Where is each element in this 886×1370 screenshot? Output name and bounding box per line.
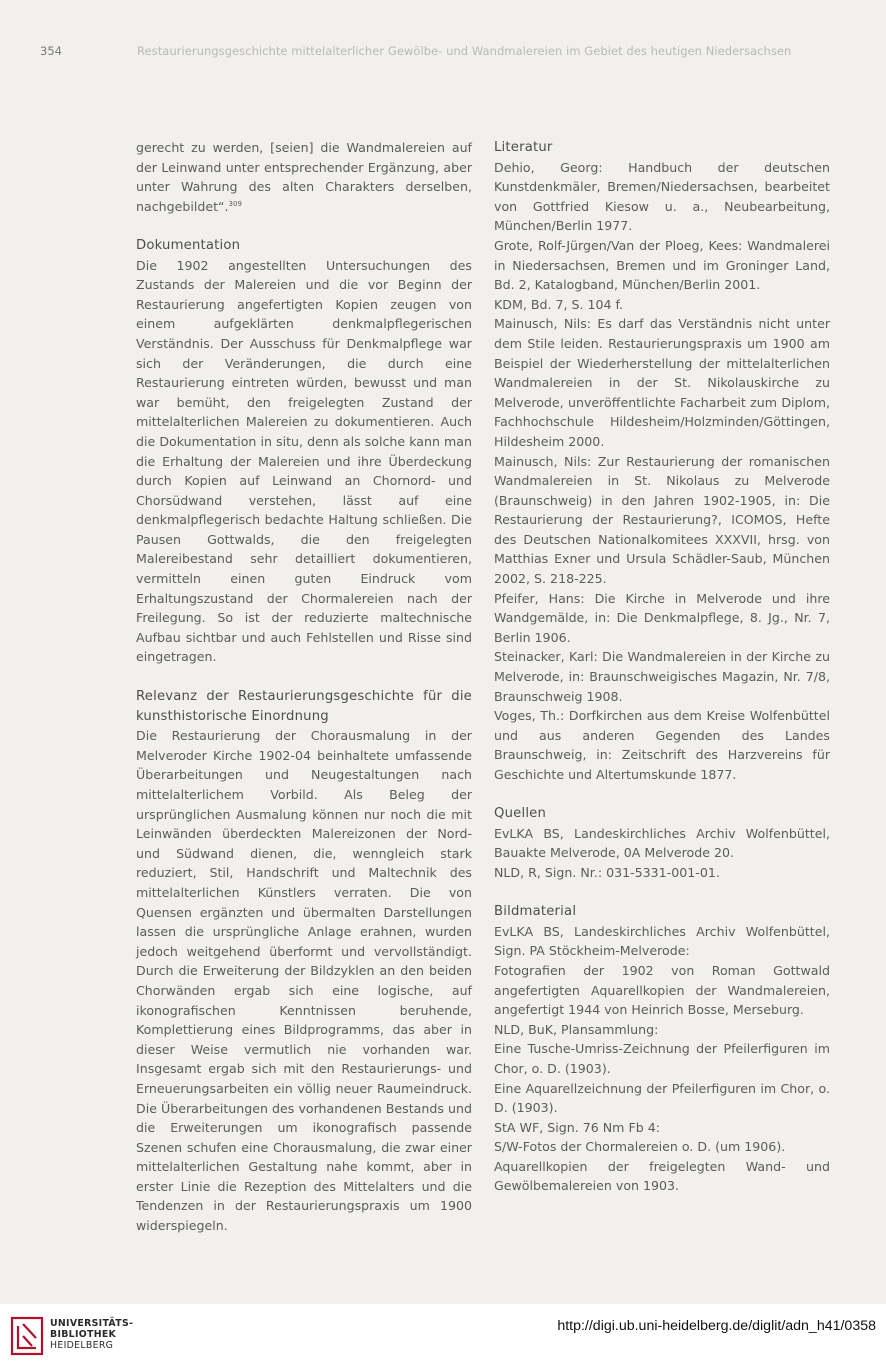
literature-entry: Dehio, Georg: Handbuch der deutschen Kunstdenkmäler, Bremen/Niedersachsen, bearbeitet von Gottfried Kiesow u. a., Neubearbeitung, München/Berlin 1977.	[494, 159, 830, 234]
running-title: Restaurierungsgeschichte mittelalterlicher Gewölbe- und Wandmalereien im Gebiet des heutigen Niedersachsen	[137, 44, 792, 58]
page-number: 354	[40, 44, 62, 58]
source-entry: NLD, R, Sign. Nr.: 031-5331-001-01.	[494, 864, 720, 880]
university-library-logo-icon	[10, 1316, 44, 1356]
literature-entry: Steinacker, Karl: Die Wandmalereien in der Kirche zu Melverode, in: Braunschweigisches Magazin, Nr. 7/8, Braunschweig 1908.	[494, 649, 830, 704]
library-name-line: BIBLIOTHEK	[50, 1328, 117, 1340]
sources-list	[494, 824, 830, 883]
source-entry: EvLKA BS, Landeskirchliches Archiv Wolfenbüttel, Bauakte Melverode, 0A Melverode 20.	[494, 825, 830, 861]
image-entry: Fotografien der 1902 von Roman Gottwald angefertigten Aquarellkopien der Wandmalereien, angefertigt 1944 von Heinrich Bosse, Merseburg.	[494, 962, 830, 1018]
literature-heading: Literatur	[494, 140, 553, 155]
library-name	[50, 1319, 133, 1351]
images-heading: Bildmaterial	[494, 904, 577, 920]
literature-entry: Voges, Th.: Dorfkirchen aus dem Kreise Wolfenbüttel und aus anderen Gegenden des Landes Braunschweig, in: Zeitschrift des Harzvereins für Geschichte und Altertumskunde 1877.	[494, 708, 830, 782]
documentation-paragraph: Die 1902 angestellten Untersuchungen des Zustands der Malereien und die vor Beginn der Restaurierung angefertigten Kopien zeugen von einem aufgeklärten denkmalpflegerischen Verständnis. Der Ausschuss für Denkmalpflege war sich der Veränderungen, die durch eine Restaurierung eintreten würden, bewusst und man war bemüht, den freigelegten Zustand der mittelalterlichen Malereien zu dokumentieren. Auch die Dokumentation in situ, denn als solche kann man die Erhaltung der Malereien und ihre Überdeckung durch Kopien auf Leinwand an Chornord- und Chorsüdwand verstehen, lässt auf eine denkmalpflegerisch bedachte Haltung schließen. Die Pausen Gottwalds, die den freigelegten Malereibestand sehr detailliert dokumentieren, vermitteln einen guten Eindruck vom Erhaltungszustand der Chormalereien nach der Freilegung. So ist der reduzierte maltechnische Aufbau sichtbar und auch Fehlstellen und Risse sind eingetragen.	[136, 257, 472, 665]
image-entry: EvLKA BS, Landeskirchliches Archiv Wolfenbüttel, Sign. PA Stöckheim-Melverode:	[494, 923, 830, 959]
image-entry: S/W-Fotos der Chormalereien o. D. (um 1906).	[494, 1139, 786, 1155]
image-entry: StA WF, Sign. 76 Nm Fb 4:	[494, 1119, 660, 1135]
sources-heading: Quellen	[494, 806, 547, 822]
image-entry: Eine Tusche-Umriss-Zeichnung der Pfeilerfiguren im Chor, o. D. (1903).	[494, 1041, 830, 1076]
footer-bar	[0, 1304, 886, 1370]
literature-entry: Mainusch, Nils: Es darf das Verständnis nicht unter dem Stile leiden. Restaurierungspraxis um 1900 am Beispiel der Wiederherstellung der mittelalterlichen Wandmalereien in der St. Nikolauskirche zu Melverode, unveröffentlichte Facharbeit zum Diplom, Fachhochschule Hildesheim/Holzminden/Göttingen, Hildesheim 2000.	[494, 316, 830, 449]
relevance-heading: Relevanz der Restaurierungsgeschichte für die kunsthistorische Einordnung	[136, 689, 472, 724]
permalink-url[interactable]: http://digi.ub.uni-heidelberg.de/diglit/adn_h41/0358	[557, 1318, 876, 1334]
literature-entry: Grote, Rolf-Jürgen/Van der Ploeg, Kees: Wandmalerei in Niedersachsen, Bremen und im Groninger Land, Bd. 2, Katalogband, München/Berlin 2001.	[494, 237, 830, 293]
intro-text: gerecht zu werden, [seien] die Wandmalereien auf der Leinwand unter entsprechender Ergänzung, aber unter Wahrung des alten Charakters derselben, nachgebildet“.	[136, 140, 472, 214]
images-list	[494, 922, 830, 1196]
left-column	[136, 138, 472, 1236]
image-entry: NLD, BuK, Plansammlung:	[494, 1021, 659, 1037]
documentation-heading: Dokumentation	[136, 237, 241, 253]
literature-entry: Mainusch, Nils: Zur Restaurierung der romanischen Wandmalereien in St. Nikolaus zu Melverode (Braunschweig) in den Jahren 1902-1905, in: Die Restaurierung der Restaurierung?, ICOMOS, Hefte des Deutschen Nationalkomitees XXXVII, hrsg. von Matthias Exner und Ursula Schädler-Saub, München 2002, S. 218-225.	[494, 453, 830, 587]
literature-entry: KDM, Bd. 7, S. 104 f.	[494, 296, 624, 312]
library-name-line: HEIDELBERG	[50, 1339, 114, 1351]
right-column	[494, 138, 830, 1196]
image-entry: Aquarellkopien der freigelegten Wand- und Gewölbemalereien von 1903.	[494, 1158, 830, 1194]
footnote-marker: 309	[228, 199, 242, 208]
relevance-paragraph: Die Restaurierung der Chorausmalung in der Melveroder Kirche 1902-04 beinhaltete umfassende Überarbeitungen und Neugestaltungen nach mittelalterlichem Vorbild. Als Beleg der ursprünglichen Ausmalung können nur noch die mit Leinwänden überdeckten Malereizonen der Nord- und Südwand dienen, die, wenngleich stark reduziert, Stil, Handschrift und Maltechnik des mittelalterlichen Künstlers verraten. Die von Quensen ergänzten und übermalten Darstellungen lassen die ursprüngliche Anlage erahnen, wurden jedoch weitgehend überformt und vervollständigt. Durch die Erweiterung der Bildzyklen an den beiden Chorwänden ergab sich eine logische, auf ikonografischen Kenntnissen beruhende, Komplettierung eines Bildprogramms, das aber in dieser Weise vermutlich nie vorhanden war. Insgesamt ergab sich mit den Restaurierungs- und Erneuerungsarbeiten ein völlig neuer Raumeindruck. Die Überarbeitungen des vorhandenen Bestands und die Erweiterungen um ikonografisch passende Szenen schufen eine Chorausmalung, die zwar einer mittelalterlichen Gestaltung nahe kommt, aber in erster Linie die Rezeption des Mittelalters und die Tendenzen in der Restaurierungspraxis um 1900 widerspiegeln.	[136, 728, 472, 1234]
literature-entry: Pfeifer, Hans: Die Kirche in Melverode und ihre Wandgemälde, in: Die Denkmalpflege, 8. Jg., Nr. 7, Berlin 1906.	[494, 590, 830, 645]
page-header	[40, 44, 856, 62]
literature-list	[494, 158, 830, 785]
image-entry: Eine Aquarellzeichnung der Pfeilerfiguren im Chor, o. D. (1903).	[494, 1080, 830, 1116]
intro-paragraph	[136, 138, 472, 216]
library-name-line: UNIVERSITÄTS-	[50, 1318, 134, 1329]
